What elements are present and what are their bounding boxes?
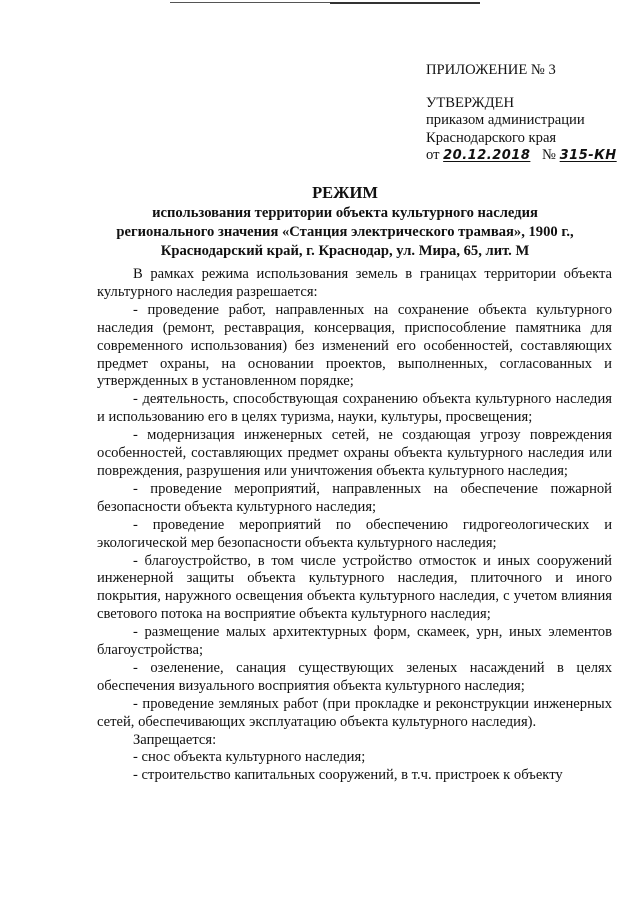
paragraph: - проведение мероприятий по обеспечению гидрогеологических и экологической мер безопасности объекта культурного наследия; <box>97 516 612 551</box>
title-main: РЕЖИМ <box>312 183 378 202</box>
handwritten-number: 315-КН <box>559 148 617 163</box>
title-line: регионального значения «Станция электрического трамвая», 1900 г., <box>116 224 574 240</box>
paragraph: - проведение земляных работ (при прокладке и реконструкции инженерных сетей, обеспечивающих эксплуатацию объекта культурного наследия). <box>97 695 612 730</box>
number-prefix: № <box>542 147 556 163</box>
paragraph: - деятельность, способствующая сохранению объекта культурного наследия и использованию его в целях туризма, науки, культуры, просвещения; <box>97 391 612 426</box>
scan-edge-line <box>330 2 480 4</box>
document-body <box>97 266 612 785</box>
approval-stamp-block <box>426 62 617 165</box>
paragraph: В рамках режима использования земель в границах территории объекта культурного наследия разрешается: <box>97 266 612 300</box>
paragraph: - проведение мероприятий, направленных на обеспечение пожарной безопасности объекта культурного наследия; <box>97 480 612 515</box>
paragraph: - проведение работ, направленных на сохранение объекта культурного наследия (ремонт, реставрация, консервация, приспособление памятника для современного использования) без изменений его особенностей, составляющих предмет охраны, на основании проектов, выполненных, согласованных и утвержденных в установленном порядке; <box>97 301 612 390</box>
paragraph: - модернизация инженерных сетей, не создающая угрозу повреждения особенностей, составляющих предмет охраны объекта культурного наследия или повреждения, разрушения или уничтожения объекта культурного наследия; <box>97 427 612 479</box>
paragraph: - благоустройство, в том числе устройство отмосток и иных сооружений инженерной защиты объекта культурного наследия, плиточного и иного покрытия, наружного освещения объекта культурного наследия, с учетом влияния светового потока на восприятие объекта культурного наследия; <box>97 552 612 623</box>
approval-line: приказом администрации <box>426 112 585 128</box>
title-line: Краснодарский край, г. Краснодар, ул. Мира, 65, лит. М <box>160 243 530 259</box>
approval-date-line <box>426 147 617 165</box>
title-line: использования территории объекта культурного наследия <box>152 205 538 221</box>
date-prefix: от <box>426 147 440 163</box>
paragraph: Запрещается: <box>133 731 217 748</box>
approved-label: УТВЕРЖДЕН <box>426 94 514 111</box>
handwritten-date: 20.12.2018 <box>443 148 531 163</box>
paragraph: - строительство капитальных сооружений, в т.ч. пристроек к объекту <box>133 767 563 784</box>
approval-line: Краснодарского края <box>426 129 557 146</box>
paragraph: - размещение малых архитектурных форм, скамеек, урн, иных элементов благоустройства; <box>97 624 612 659</box>
paragraph: - снос объекта культурного наследия; <box>133 749 366 766</box>
appendix-number: ПРИЛОЖЕНИЕ № 3 <box>426 62 556 78</box>
document-title <box>80 183 610 261</box>
paragraph: - озеленение, санация существующих зеленых насаждений в целях обеспечения визуального восприятия объекта культурного наследия; <box>97 659 612 694</box>
